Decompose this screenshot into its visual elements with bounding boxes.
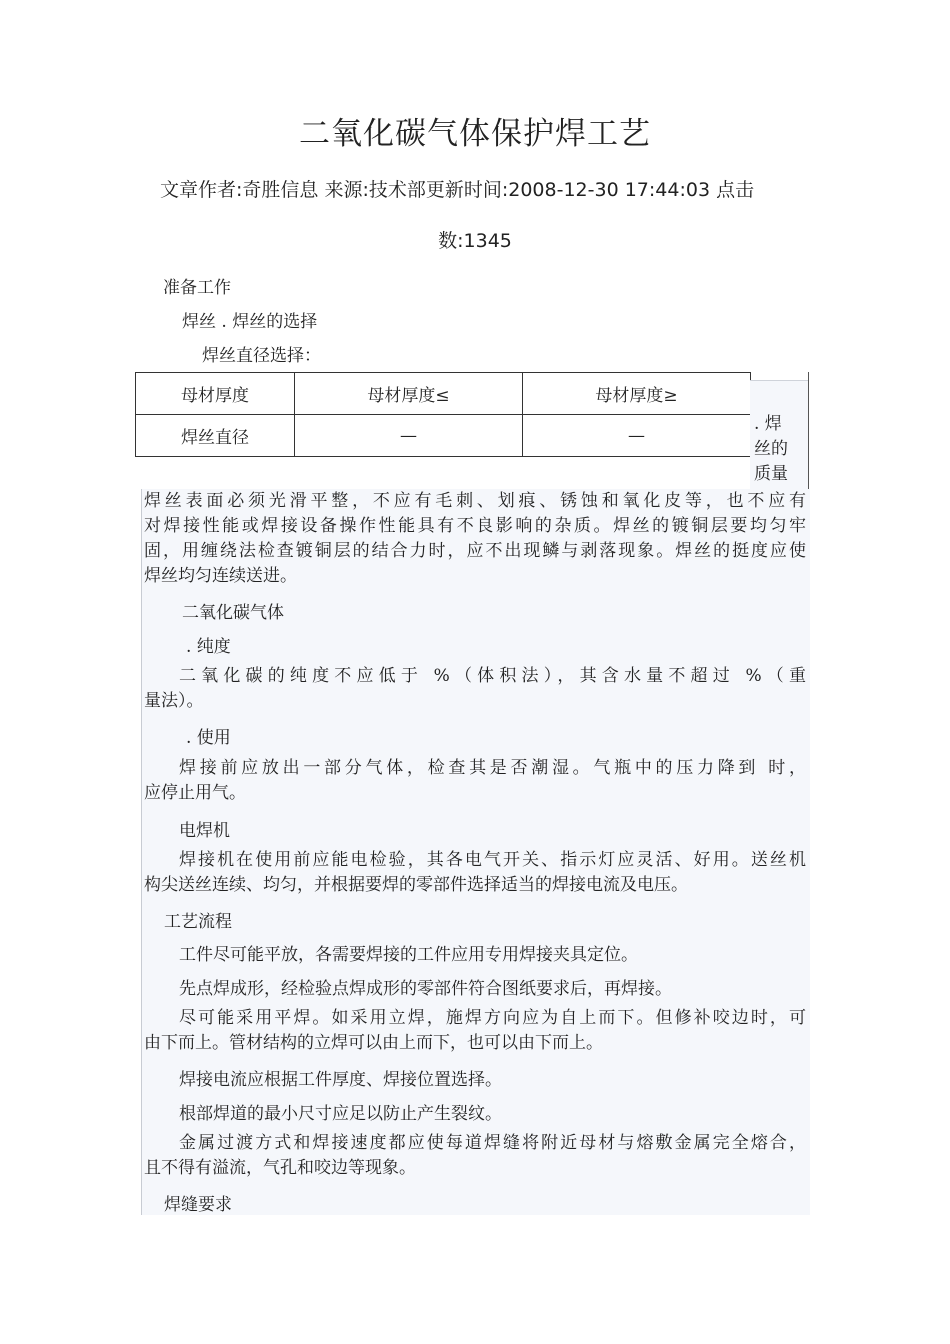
process-step-3 (144, 1006, 806, 1056)
wire-diameter-table (135, 372, 751, 457)
section-heading-wire: 焊丝 . 焊丝的选择 (182, 312, 318, 332)
paragraph-use (144, 756, 806, 806)
text-line: 尽可能采用平焊。如采用立焊，施焊方向应为自上而下。但修补咬边时，可 (179, 1008, 806, 1028)
table-cell: — (523, 415, 751, 457)
text-line: 金属过渡方式和焊接速度都应使每道焊缝将附近母材与熔敷金属完全熔合， (179, 1133, 806, 1153)
table-cell: — (295, 415, 523, 457)
section-heading-wire-diameter: 焊丝直径选择： (202, 346, 321, 366)
side-note-box (750, 380, 808, 489)
text-line: 二氧化碳的纯度不应低于 %（体积法），其含水量不超过 %（重 (179, 666, 806, 686)
article-meta-line2: 数:1345 (438, 230, 512, 252)
text-line: 应停止用气。 (144, 783, 246, 803)
paragraph-welder (144, 848, 806, 898)
text-line: 焊接机在使用前应能电检验，其各电气开关、指示灯应灵活、好用。送丝机 (179, 850, 806, 870)
side-note-line: 质量 (754, 464, 788, 484)
text-line: 构尖送丝连续、均匀，并根据要焊的零部件选择适当的焊接电流及电压。 (144, 875, 688, 895)
section-heading-co2: 二氧化碳气体 (182, 603, 284, 623)
text-line: 焊丝表面必须光滑平整，不应有毛刺、划痕、锈蚀和氧化皮等，也不应有 (144, 491, 806, 511)
text-line: 且不得有溢流，气孔和咬边等现象。 (144, 1158, 416, 1178)
process-step-4: 焊接电流应根据工件厚度、焊接位置选择。 (179, 1070, 502, 1090)
section-heading-process: 工艺流程 (164, 912, 232, 932)
process-step-6 (144, 1131, 806, 1181)
section-heading-use: . 使用 (186, 728, 231, 748)
side-note-line: . 焊 (754, 414, 782, 434)
table-header-cell: 母材厚度≤ (295, 373, 523, 415)
table-cell: 焊丝直径 (136, 415, 295, 457)
side-note-line: 丝的 (754, 439, 788, 459)
table-header-cell: 母材厚度≥ (523, 373, 751, 415)
text-line: 量法）。 (144, 691, 204, 711)
text-line: 对焊接性能或焊接设备操作性能具有不良影响的杂质。焊丝的镀铜层要均匀牢 (144, 516, 806, 536)
table-header-cell: 母材厚度 (136, 373, 295, 415)
table-row (136, 415, 751, 457)
section-heading-purity: . 纯度 (186, 637, 231, 657)
article-meta-line1: 文章作者:奇胜信息 来源:技术部更新时间:2008-12-30 17:44:03 点击 (160, 179, 755, 201)
paragraph-purity (144, 664, 806, 714)
paragraph-wire-quality (144, 489, 806, 589)
text-line: 由下而上。管材结构的立焊可以由上而下，也可以由下而上。 (144, 1033, 603, 1053)
section-heading-prep: 准备工作 (163, 278, 231, 298)
section-heading-seam: 焊缝要求 (164, 1195, 232, 1215)
text-line: 焊丝均匀连续送进。 (144, 566, 297, 586)
text-line: 固，用缠绕法检查镀铜层的结合力时，应不出现鳞与剥落现象。焊丝的挺度应使 (144, 541, 806, 561)
process-step-1: 工件尽可能平放，各需要焊接的工件应用专用焊接夹具定位。 (179, 945, 638, 965)
text-line: 焊接前应放出一部分气体，检查其是否潮湿。气瓶中的压力降到 时， (179, 758, 806, 778)
section-heading-welder: 电焊机 (179, 821, 230, 841)
table-row (136, 373, 751, 415)
process-step-2: 先点焊成形，经检验点焊成形的零部件符合图纸要求后，再焊接。 (179, 979, 672, 999)
process-step-5: 根部焊道的最小尺寸应足以防止产生裂纹。 (179, 1104, 502, 1124)
page-title: 二氧化碳气体保护焊工艺 (299, 116, 651, 152)
